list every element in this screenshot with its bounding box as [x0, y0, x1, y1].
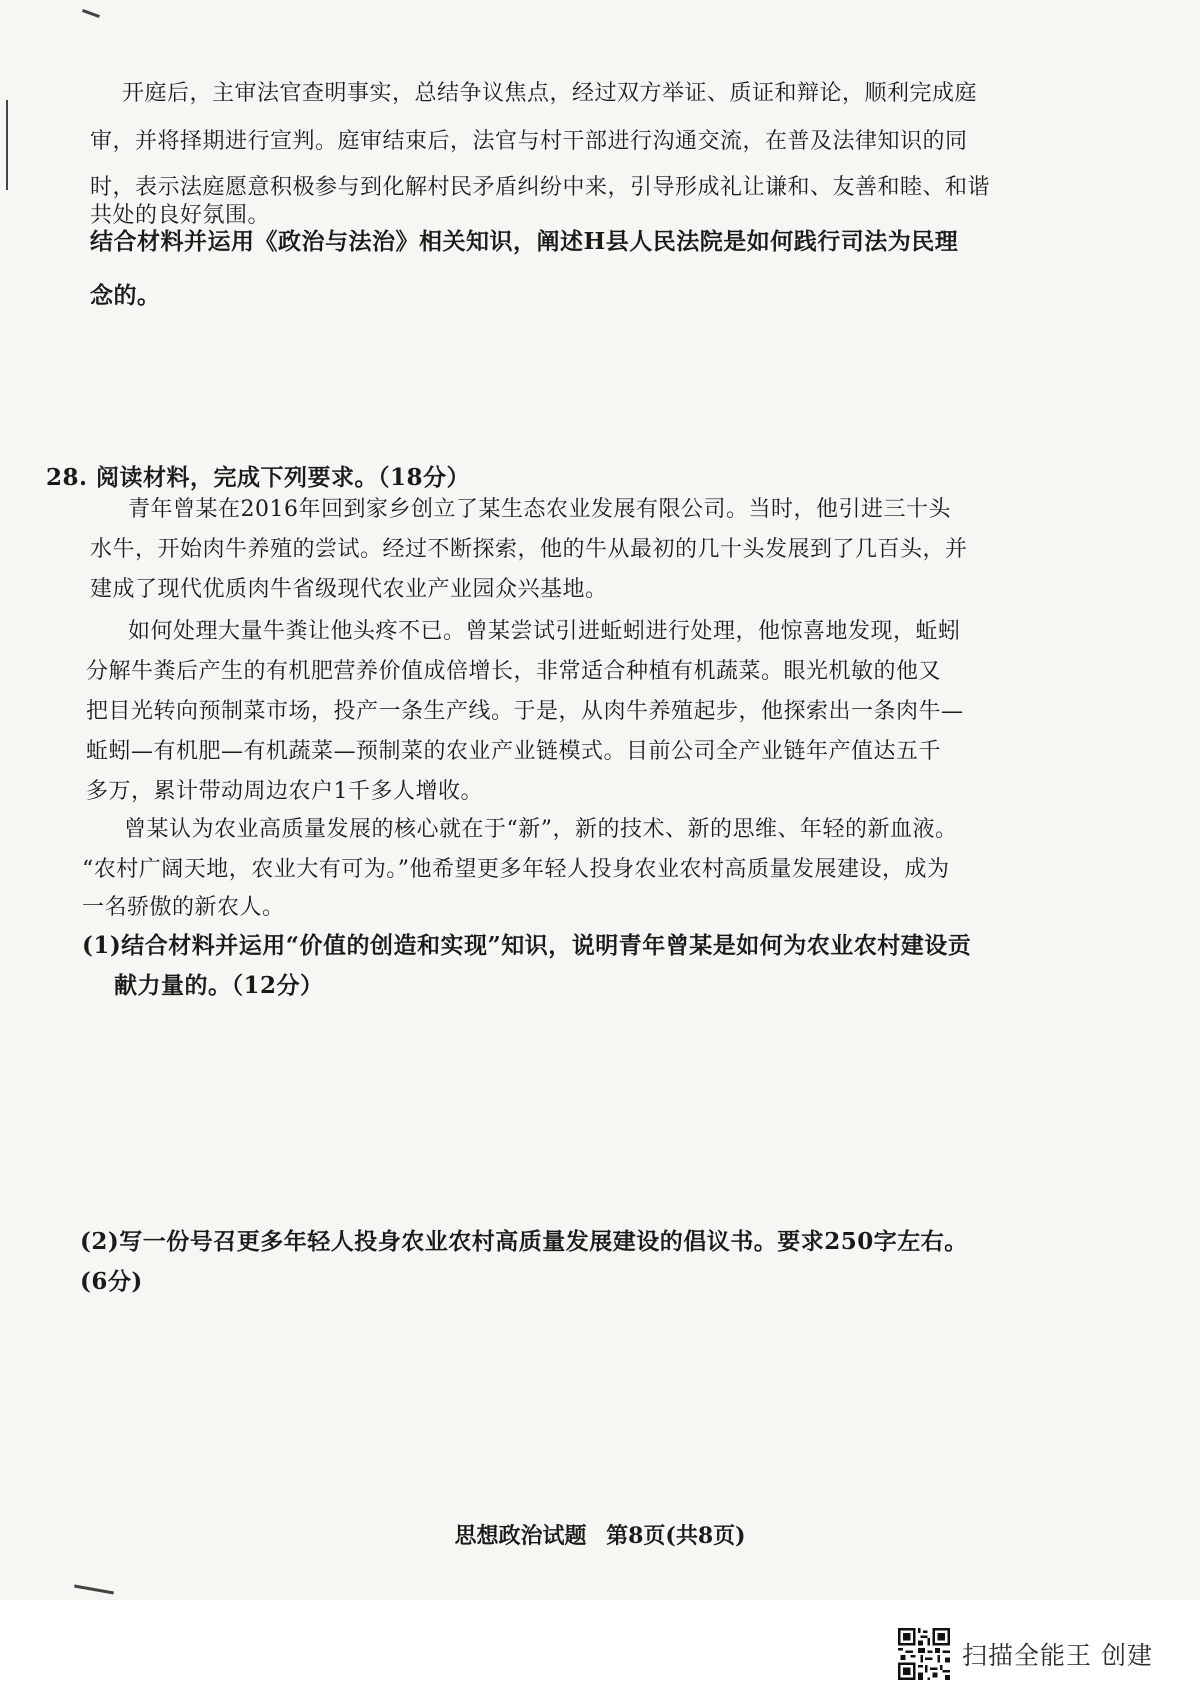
- q28-para1-line-2: 水牛，开始肉牛养殖的尝试。经过不断探索，他的牛从最初的几十头发展到了几百头，并: [90, 537, 968, 562]
- watermark-text: 扫描全能王 创建: [962, 1641, 1153, 1670]
- q28-para2-line-4: 蚯蚓—有机肥—有机蔬菜—预制菜的农业产业链模式。目前公司全产业链年产值达五千: [86, 739, 942, 764]
- scanner-watermark: [898, 1628, 1153, 1680]
- q27-material-line-2: 审，并将择期进行宣判。庭审结束后，法官与村干部进行沟通交流，在普及法律知识的同: [90, 129, 968, 154]
- q27-material-line-1: 开庭后，主审法官查明事实，总结争议焦点，经过双方举证、质证和辩论，顺利完成庭: [122, 81, 978, 106]
- q28-sub2-line-1: (2)写一份号召更多年轻人投身农业农村高质量发展建设的倡议书。要求250字左右。: [80, 1228, 968, 1255]
- q28-para2-line-3: 把目光转向预制菜市场，投产一条生产线。于是，从肉牛养殖起步，他探索出一条肉牛—: [86, 699, 964, 724]
- q28-para2-line-2: 分解牛粪后产生的有机肥营养价值成倍增长，非常适合种植有机蔬菜。眼光机敏的他又: [86, 659, 942, 684]
- q28-heading: 28. 阅读材料，完成下列要求。（18分）: [46, 464, 471, 491]
- q28-para1-line-1: 青年曾某在2016年回到家乡创立了某生态农业发展有限公司。当时，他引进三十头: [128, 497, 951, 522]
- q28-para2-line-1: 如何处理大量牛粪让他头疼不已。曾某尝试引进蚯蚓进行处理，他惊喜地发现，蚯蚓: [128, 619, 961, 644]
- q28-para3-line-3: 一名骄傲的新农人。: [82, 895, 285, 920]
- qr-code-icon: [898, 1628, 950, 1680]
- q28-para3-line-1: 曾某认为农业高质量发展的核心就在于“新”，新的技术、新的思维、年轻的新血液。: [124, 817, 958, 842]
- scan-edge-mark: [6, 100, 8, 190]
- q28-sub1-line-1: (1)结合材料并运用“价值的创造和实现”知识，说明青年曾某是如何为农业农村建设贡: [82, 932, 972, 959]
- q28-para2-line-5: 多万，累计带动周边农户1千多人增收。: [86, 779, 483, 804]
- page-footer: [0, 1520, 1200, 1552]
- q28-para3-line-2: “农村广阔天地，农业大有可为。”他希望更多年轻人投身农业农村高质量发展建设，成为: [82, 857, 950, 882]
- scan-edge-mark: [82, 9, 100, 18]
- q27-task-line-2: 念的。: [90, 282, 161, 309]
- footer-page-number: 第8页(共8页): [606, 1523, 746, 1549]
- q28-sub2-line-2: (6分): [80, 1268, 143, 1295]
- q28-sub1-line-2: 献力量的。（12分）: [114, 972, 324, 999]
- q28-para1-line-3: 建成了现代优质肉牛省级现代农业产业园众兴基地。: [90, 577, 608, 602]
- footer-subject: 思想政治试题: [454, 1523, 587, 1549]
- q27-task-line-1: 结合材料并运用《政治与法治》相关知识，阐述H县人民法院是如何践行司法为民理: [90, 228, 959, 255]
- q27-material-line-3: 时，表示法庭愿意积极参与到化解村民矛盾纠纷中来，引导形成礼让谦和、友善和睦、和谐: [90, 175, 991, 200]
- scan-edge-mark: [74, 1585, 114, 1595]
- q27-material-line-4: 共处的良好氛围。: [90, 203, 271, 228]
